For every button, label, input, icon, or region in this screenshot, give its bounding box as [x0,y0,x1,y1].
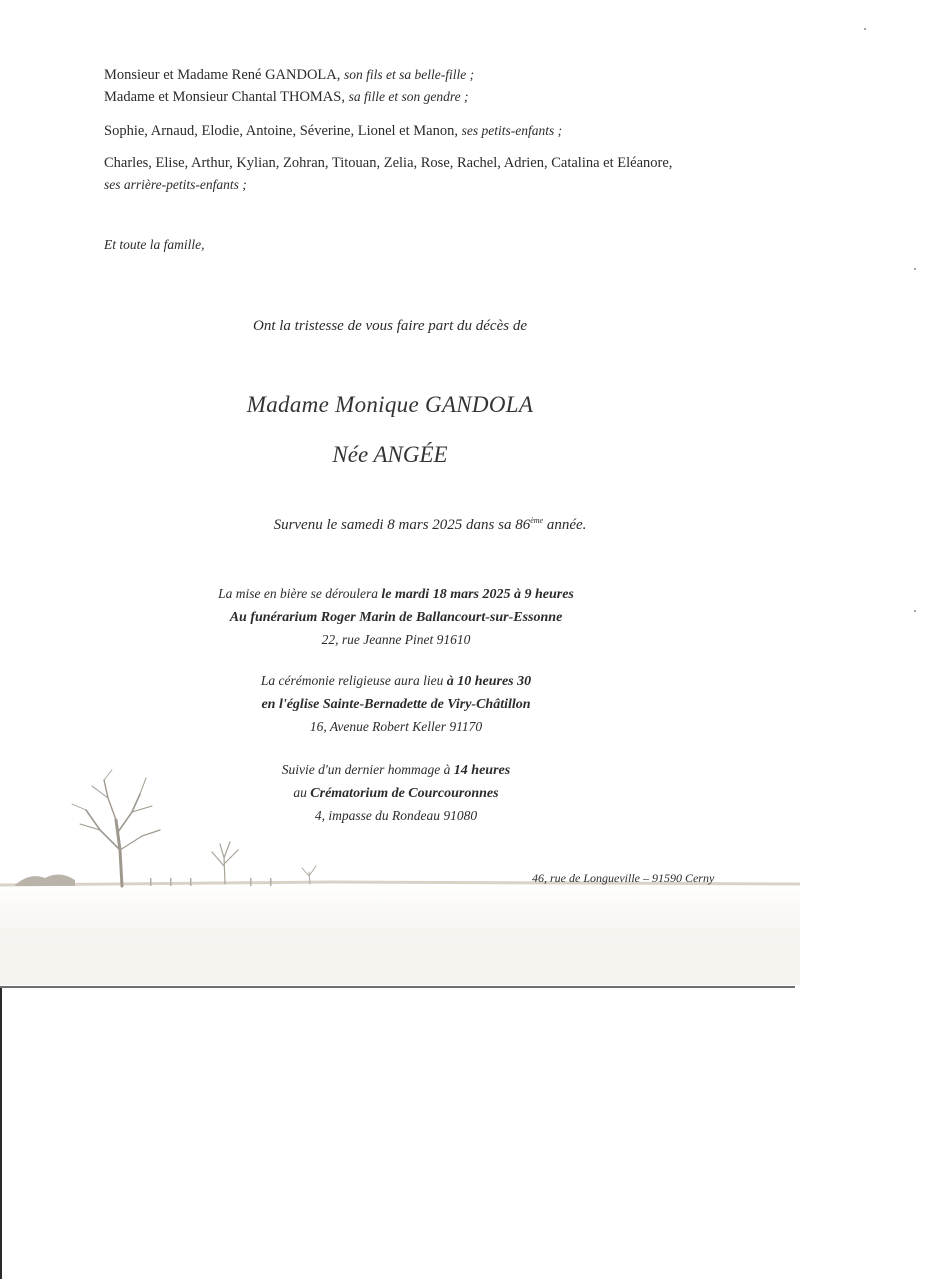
family-line-3 [104,120,824,142]
event-ceremonie [0,670,792,738]
family-list [104,64,824,256]
event-line [0,693,792,716]
scan-speck [914,268,916,270]
event-line [0,782,792,805]
maiden-name: Née ANGÉE [332,442,448,467]
family-line-5 [104,234,824,256]
fold-line [0,986,795,988]
family-relation: sa fille et son gendre ; [348,89,469,104]
event-time: le mardi 18 mars 2025 à 9 heures [381,587,574,602]
family-address: 46, rue de Longueville – 91590 Cerny [532,871,715,885]
event-line [0,759,792,782]
event-place: en l'église Sainte-Bernadette de Viry-Châtillon [261,697,531,712]
event-line [0,670,792,693]
family-relation: ses arrière-petits-enfants ; [104,177,247,192]
announcement-intro: Ont la tristesse de vous faire part du décès de [253,318,527,334]
deceased-name: Madame Monique GANDOLA [246,392,534,417]
survenu-sup: ème [530,516,544,525]
event-time: à 10 heures 30 [446,674,532,689]
family-names: Monsieur et Madame René GANDOLA, [104,67,345,83]
family-relation: son fils et sa belle-fille ; [344,67,475,82]
family-line-1 [104,64,824,86]
event-line [0,606,792,629]
event-text: Suivie d'un dernier hommage à [281,762,454,777]
event-line [0,583,792,606]
event-address: 16, Avenue Robert Keller 91170 [309,719,483,734]
event-text: La cérémonie religieuse aura lieu [260,673,447,688]
family-names: Charles, Elise, Arthur, Kylian, Zohran, Titouan, Zelia, Rose, Rachel, Adrien, Catalina et Eléanore, [104,155,673,171]
family-line-4-relation [104,174,824,196]
family-line-4 [104,152,824,174]
event-place: Crématorium de Courcouronnes [310,786,499,801]
event-time: 14 heures [453,763,511,778]
family-line-2 [104,86,824,108]
event-text: La mise en bière se déroulera [218,586,382,601]
scan-speck [864,28,866,30]
family-names: Madame et Monsieur Chantal THOMAS, [104,89,349,105]
scan-speck [914,610,916,612]
survenu-suffix: année. [543,517,587,533]
family-closing: Et toute la famille, [104,237,205,252]
event-mise-en-biere [0,583,792,651]
page-edge [0,988,2,1279]
event-address: 22, rue Jeanne Pinet 91610 [321,632,471,647]
family-names: Sophie, Arnaud, Elodie, Antoine, Séverine, Lionel et Manon, [104,123,462,139]
date-of-death [40,516,820,534]
survenu-prefix: Survenu le samedi 8 mars 2025 dans sa 86 [273,517,531,533]
event-text: au [293,785,311,800]
event-hommage [0,759,792,827]
event-place: Au funérarium Roger Marin de Ballancourt-sur-Essonne [229,610,563,625]
family-relation: ses petits-enfants ; [461,123,563,138]
event-address: 4, impasse du Rondeau 91080 [314,808,478,823]
